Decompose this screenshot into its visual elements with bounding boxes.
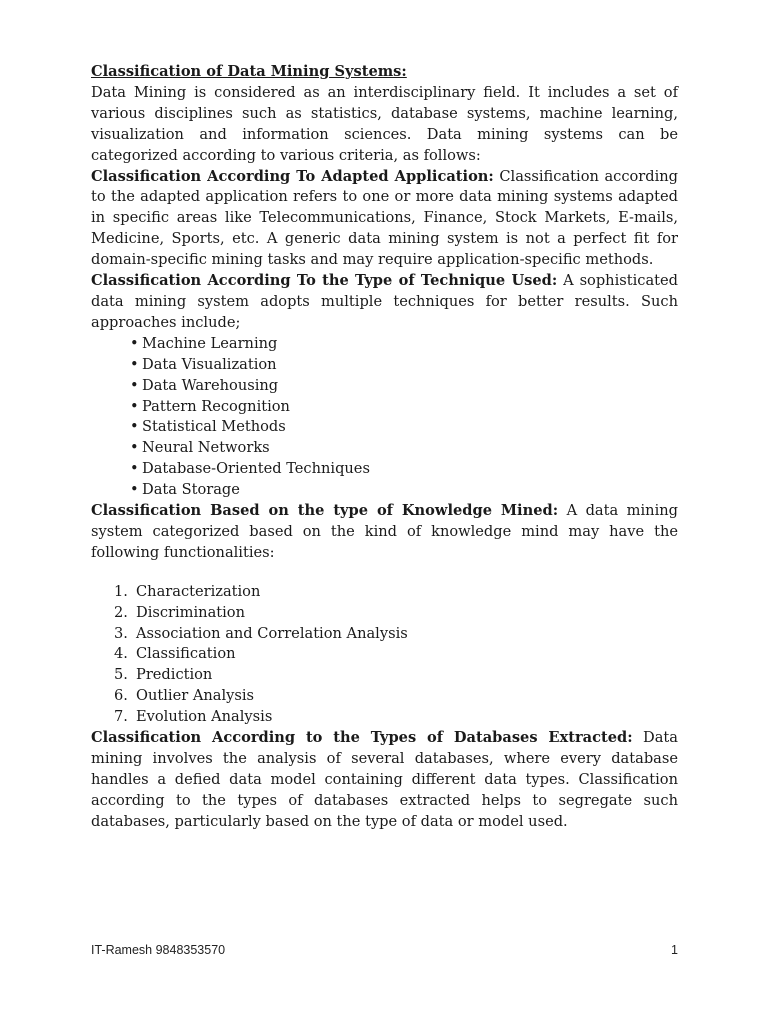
application-text: Classification according to the adapted application refers to one or more data mining systems adapted in specific areas like Telecommunications, Finance, Stock Markets, E-mails, Medicine, Sports, etc. A generic data mining system is not a perfect fit for domain-specific mining tasks and may require application-specific methods. (91, 167, 679, 269)
databases-section (91, 728, 678, 833)
list-number: 1. (114, 582, 128, 600)
list-label: Characterization (136, 582, 261, 600)
technique-item: • Statistical Methods (130, 417, 678, 438)
knowledge-item (114, 644, 678, 665)
technique-item: • Data Storage (130, 480, 678, 501)
databases-text: Data mining involves the analysis of several databases, where every database handles a defied data model containing different data types. Classification according to the types of databases extracted helps to segregate such databases, particularly based on the type of data or model used. (91, 729, 678, 830)
knowledge-item (114, 665, 678, 686)
list-label: Prediction (136, 666, 213, 684)
databases-heading: Classification According to the Types of Databases Extracted: (91, 729, 633, 747)
knowledge-text: A data mining system categorized based on the kind of knowledge mind may have the following functionalities: (91, 502, 678, 561)
technique-item: • Database-Oriented Techniques (130, 459, 678, 480)
list-number: 2. (114, 603, 128, 621)
knowledge-item (114, 603, 678, 624)
technique-item: • Machine Learning (130, 334, 678, 355)
application-heading: Classification According To Adapted Application: (91, 167, 494, 185)
intro-paragraph: Data Mining is considered as an interdisciplinary field. It includes a set of various disciplines such as statistics, database systems, machine learning, visualization and information sciences. Data mining systems can be categorized according to various criteria, as follows: (91, 83, 678, 164)
technique-item: • Pattern Recognition (130, 397, 678, 418)
list-number: 6. (114, 687, 128, 705)
document-body (91, 62, 678, 833)
knowledge-item (114, 582, 678, 603)
footer-author: IT-Ramesh 9848353570 (91, 943, 226, 957)
knowledge-item (114, 686, 678, 707)
list-number: 7. (114, 708, 128, 726)
page-footer (91, 943, 678, 957)
technique-item: • Data Warehousing (130, 376, 678, 397)
technique-text: A sophisticated data mining system adopts multiple techniques for better results. Such approaches include; (91, 272, 678, 331)
list-label: Outlier Analysis (136, 687, 255, 705)
list-label: Association and Correlation Analysis (136, 624, 408, 642)
knowledge-item (114, 624, 678, 645)
knowledge-section (91, 501, 678, 564)
list-number: 3. (114, 624, 128, 642)
list-label: Evolution Analysis (136, 708, 273, 726)
document-title: Classification of Data Mining Systems: (91, 63, 407, 80)
technique-list (91, 334, 678, 501)
list-number: 5. (114, 666, 128, 684)
list-label: Discrimination (136, 603, 245, 621)
knowledge-heading: Classification Based on the type of Knowledge Mined: (91, 502, 559, 520)
list-number: 4. (114, 645, 128, 663)
knowledge-list (91, 582, 678, 728)
application-section (91, 167, 678, 272)
technique-item: • Neural Networks (130, 438, 678, 459)
page-number: 1 (671, 943, 678, 957)
list-label: Classification (136, 645, 236, 663)
technique-heading: Classification According To the Type of Technique Used: (91, 272, 558, 290)
technique-item: • Data Visualization (130, 355, 678, 376)
technique-section (91, 271, 678, 334)
knowledge-item (114, 707, 678, 728)
